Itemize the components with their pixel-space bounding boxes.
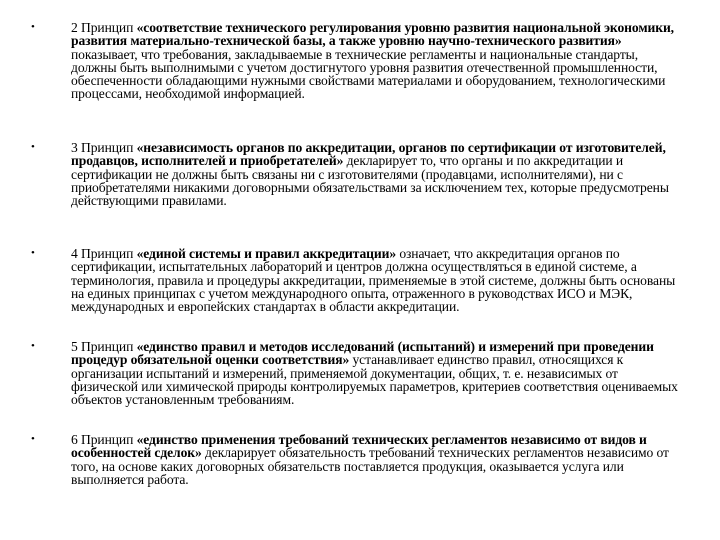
bullet-icon: • (31, 433, 35, 445)
principle-prefix: 3 Принцип (71, 140, 137, 155)
bullet-icon: • (31, 141, 35, 153)
principle-prefix: 2 Принцип (71, 20, 137, 35)
principle-description: устанавливает единство правил, относящихся к организации испытаний и измерений, применяемой документации, общих, т. е. независимых от физической или химической природы контролируемых параметров, критериев соответствия оцениваемых объектов установленным требованиям. (71, 352, 678, 408)
principle-title: «единство применения требований технических регламентов независимо от видов и особенностей сделок» (71, 432, 647, 461)
principle-title: «соответствие технического регулирования уровню развития национальной экономики, развития материально-технической базы, а также уровню научно-технического развития» (71, 20, 674, 49)
principle-description: означает, что аккредитация органов по сертификации, испытательных лабораторий и центров должна осуществляться в единой системе, а терминология, правила и процедуры аккредитации, применяемые в этой системе, должны быть основаны на единых принципах с учетом международного опыта, отраженного в руководствах ИСО и МЭК, международных и европейских стандартах в области аккредитации. (71, 246, 676, 315)
principle-item-6 (30, 433, 680, 486)
principle-item-2 (30, 21, 680, 141)
principle-description: декларирует то, что органы и по аккредитации и сертификации не должны быть связаны ни с изготовителями (продавцами, исполнителями), ни с приобретателями никакими договорными обязательствами за исключением тех, которые предусмотрены действующими правилами. (71, 153, 669, 209)
principle-item-3 (30, 141, 680, 247)
bullet-icon: • (31, 247, 35, 259)
principle-prefix: 5 Принцип (71, 339, 137, 354)
principle-title: «единство правил и методов исследований (испытаний) и измерений при проведении процедур обязательной оценки соответствия» (71, 339, 654, 368)
principle-description: показывает, что требования, закладываемые в технические регламенты и национальные стандарты, должны быть выполнимыми с учетом достигнутого уровня развития отечественной промышленности, обеспеченности обладающими нужными свойствами материалами и оборудованием, технологическими процессами, необходимой информацией. (71, 46, 666, 102)
principle-prefix: 6 Принцип (71, 432, 137, 447)
principle-title: «единой системы и правил аккредитации» (136, 246, 397, 261)
principle-item-5 (30, 340, 680, 433)
principle-title: «независимость органов по аккредитации, органов по сертификации от изготовителей, продавцов, исполнителей и приобретателей» (71, 140, 666, 169)
bullet-icon: • (31, 21, 35, 33)
principle-description: декларирует обязательность требований технических регламентов независимо от того, на основе каких договорных обязательств поставляется продукция, оказывается услуга или выполняется работа. (71, 445, 669, 487)
bullet-icon: • (31, 340, 35, 352)
principle-item-4 (30, 247, 680, 340)
principles-list (30, 21, 680, 486)
principle-prefix: 4 Принцип (71, 246, 137, 261)
